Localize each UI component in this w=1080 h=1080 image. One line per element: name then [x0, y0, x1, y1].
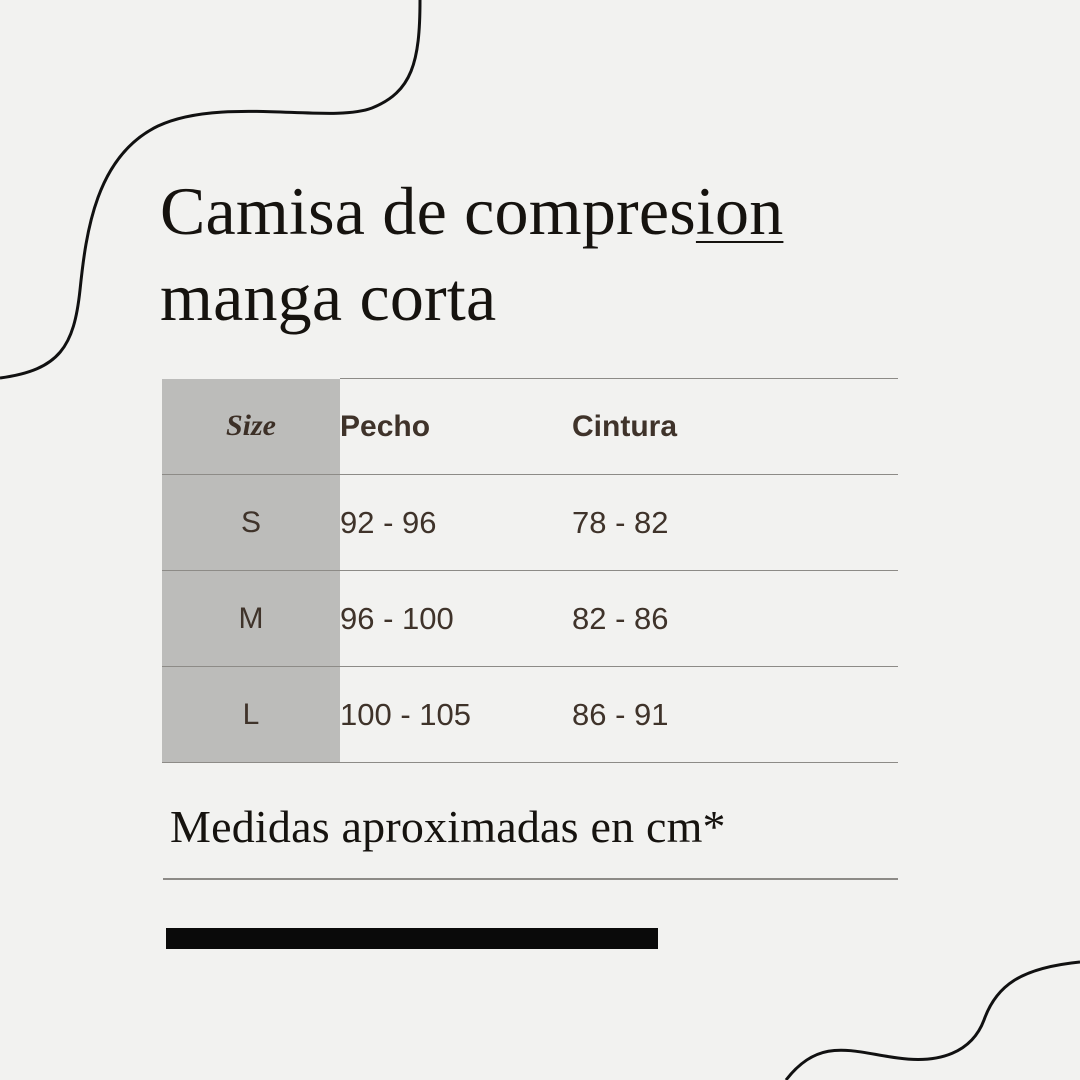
page-title: [160, 168, 960, 341]
size-table-wrapper: [162, 378, 898, 763]
measurement-note: Medidas aproximadas en cm*: [170, 801, 726, 852]
cell-size-s: S: [162, 475, 340, 571]
title-line-2: manga corta: [160, 259, 497, 336]
column-header-pecho: Pecho: [340, 379, 572, 475]
cell-cintura-l: 86 - 91: [572, 667, 898, 763]
cell-pecho-m: 96 - 100: [340, 571, 572, 667]
size-table: [162, 378, 898, 763]
table-row: [162, 475, 898, 571]
table-row: [162, 571, 898, 667]
cell-size-l: L: [162, 667, 340, 763]
footnote-divider: [163, 878, 898, 880]
cell-size-m: M: [162, 571, 340, 667]
cell-cintura-m: 82 - 86: [572, 571, 898, 667]
black-bar: [166, 928, 658, 949]
title-line-1: [160, 168, 960, 254]
column-header-size: Size: [162, 379, 340, 475]
title-line-1-text: Camisa de compres: [160, 173, 696, 249]
cell-pecho-l: 100 - 105: [340, 667, 572, 763]
column-header-cintura: Cintura: [572, 379, 898, 475]
table-row: [162, 667, 898, 763]
title-line-1-underlined: ion: [695, 173, 784, 249]
cell-cintura-s: 78 - 82: [572, 475, 898, 571]
cell-pecho-s: 92 - 96: [340, 475, 572, 571]
table-header-row: [162, 379, 898, 475]
